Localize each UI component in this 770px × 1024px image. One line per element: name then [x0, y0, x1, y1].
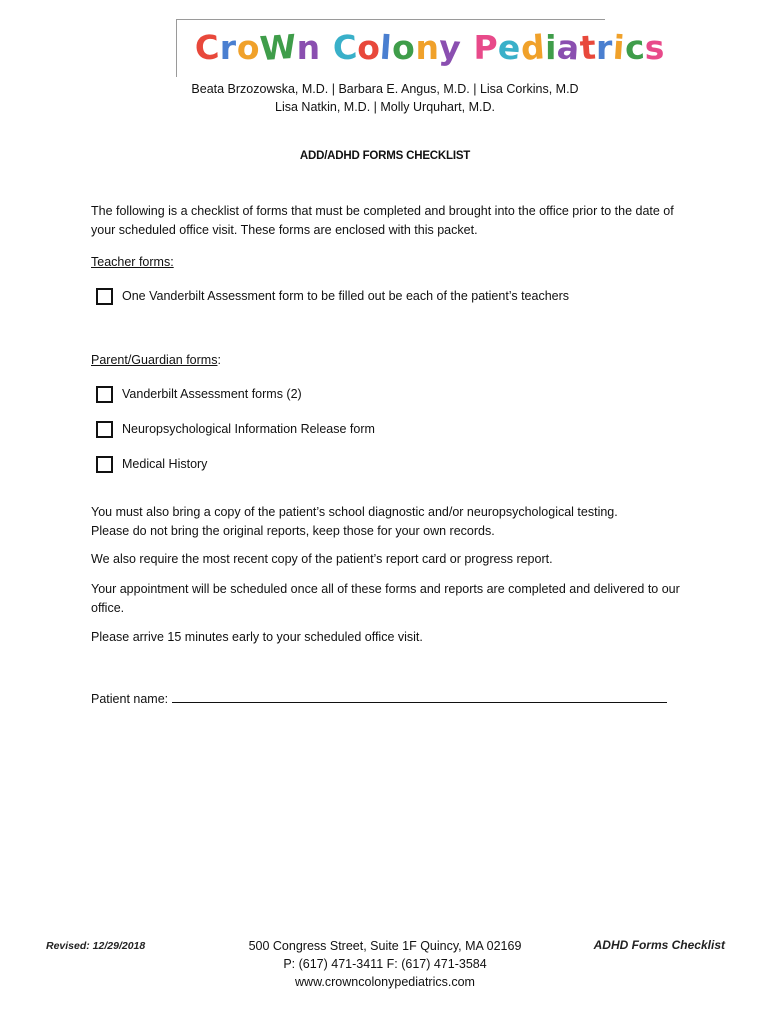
logo-letter: n [415, 28, 440, 67]
logo-letter: C [331, 27, 359, 68]
logo-letter: n [296, 28, 321, 67]
logo-letter: o [390, 27, 417, 68]
logo-letter: t [578, 27, 598, 68]
school-testing-line-2: Please do not bring the original reports, keep those for your own records. [91, 524, 495, 538]
logo-letter: i [545, 28, 557, 67]
crown-colony-pediatrics-logo [193, 25, 665, 71]
logo-letter: r [596, 28, 613, 67]
checkbox[interactable] [96, 386, 113, 403]
parent-forms-heading-colon: : [217, 353, 221, 367]
logo-letter: c [623, 27, 647, 68]
patient-name-field[interactable] [91, 690, 667, 706]
intro-paragraph: The following is a checklist of forms that must be completed and brought into the office prior to the date of your scheduled office visit. These forms are enclosed with this packet. [91, 204, 674, 237]
logo-letter: W [258, 26, 298, 69]
checklist-item-neuropsych-release[interactable] [96, 420, 375, 438]
logo-letter: a [555, 27, 582, 68]
logo-letter: d [519, 27, 547, 68]
logo-letter: e [496, 27, 523, 68]
appointment-note: Your appointment will be scheduled once all of these forms and reports are completed and delivered to our office. [91, 582, 680, 615]
checklist-item-label: Neuropsychological Information Release form [122, 422, 375, 436]
footer-website: www.crowncolonypediatrics.com [295, 975, 475, 989]
footer-phone: P: (617) 471-3411 F: (617) 471-3584 [283, 957, 487, 971]
document-name: ADHD Forms Checklist [593, 938, 725, 952]
parent-forms-heading [91, 353, 221, 367]
footer-address-block [220, 937, 550, 991]
school-testing-line-1: You must also bring a copy of the patient’s school diagnostic and/or neuropsychological testing. [91, 505, 618, 519]
arrival-note: Please arrive 15 minutes early to your scheduled office visit. [91, 630, 423, 644]
checklist-item-medical-history[interactable] [96, 455, 207, 473]
teacher-forms-heading-text: Teacher forms: [91, 255, 174, 269]
report-card-note: We also require the most recent copy of the patient’s report card or progress report. [91, 552, 553, 566]
logo-letter: o [357, 28, 381, 67]
logo-letter: o [235, 27, 262, 68]
footer-address: 500 Congress Street, Suite 1F Quincy, MA 02169 [248, 939, 522, 953]
teacher-forms-heading [91, 255, 174, 269]
logo-letter: l [379, 27, 394, 68]
checkbox[interactable] [96, 288, 113, 305]
checklist-item-teacher-vanderbilt[interactable] [96, 287, 569, 305]
logo-letter: s [644, 28, 665, 67]
checklist-item-vanderbilt[interactable] [96, 385, 302, 403]
doctors-line-2: Lisa Natkin, M.D. | Molly Urquhart, M.D. [275, 100, 495, 114]
parent-forms-heading-text: Parent/Guardian forms [91, 353, 218, 367]
revised-date: Revised: 12/29/2018 [46, 940, 146, 952]
patient-name-line[interactable] [172, 690, 667, 703]
logo-letter: i [611, 27, 627, 68]
checklist-item-label: Vanderbilt Assessment forms (2) [122, 387, 302, 401]
logo-letter: y [438, 27, 463, 68]
checkbox[interactable] [96, 421, 113, 438]
page-title: ADD/ADHD FORMS CHECKLIST [299, 150, 471, 162]
logo-letter: C [193, 27, 222, 68]
logo-letter: P [473, 28, 499, 67]
checklist-item-label: One Vanderbilt Assessment form to be filled out be each of the patient’s teachers [122, 289, 570, 303]
patient-name-label: Patient name: [91, 692, 169, 706]
checkbox[interactable] [96, 456, 113, 473]
checklist-item-label: Medical History [122, 457, 208, 471]
doctors-line-1: Beata Brzozowska, M.D. | Barbara E. Angus, M.D. | Lisa Corkins, M.D [191, 82, 579, 96]
school-testing-note [91, 503, 691, 541]
logo-letter: r [219, 28, 237, 67]
